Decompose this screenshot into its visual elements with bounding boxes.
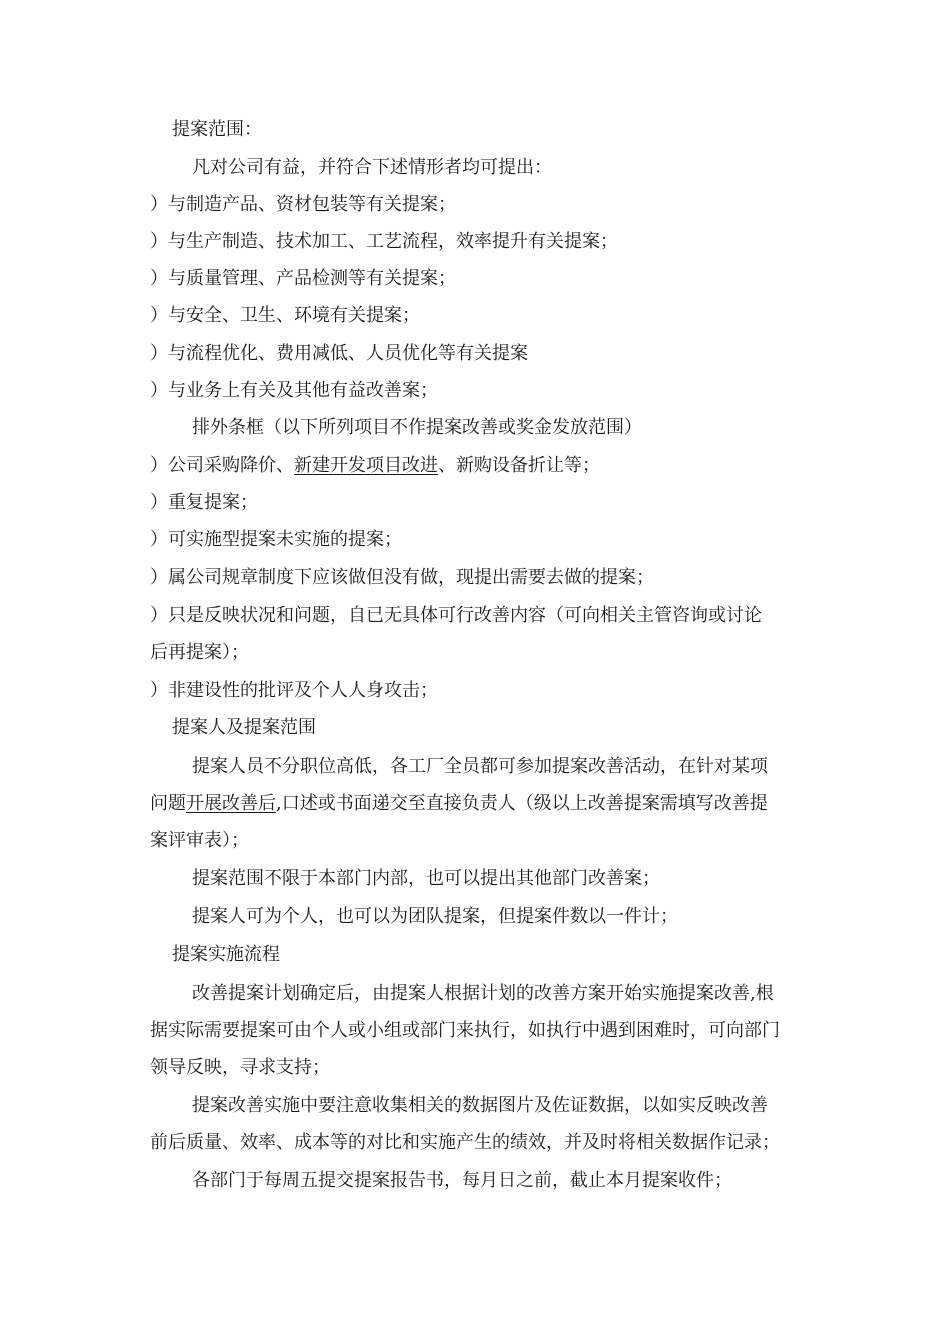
paragraph-line: 据实际需要提案可由个人或小组或部门来执行，如执行中遇到困难时，可向部门 xyxy=(150,1020,780,1041)
scope-intro: 凡对公司有益，并符合下述情形者均可提出： xyxy=(192,157,552,178)
scope-heading: 提案范围： xyxy=(172,119,262,140)
paragraph-line: 提案改善实施中要注意收集相关的数据图片及佐证数据，以如实反映改善 xyxy=(192,1095,768,1116)
paragraph-line: 案评审表）； xyxy=(150,830,249,851)
paragraph-line: 改善提案计划确定后，由提案人根据计划的改善方案开始实施提案改善,根 xyxy=(192,983,774,1004)
exclusion-item: ）属公司规章制度下应该做但没有做，现提出需要去做的提案； xyxy=(150,567,654,588)
paragraph-line: 提案人员不分职位高低，各工厂全员都可参加提案改善活动，在针对某项 xyxy=(192,756,768,777)
exclusion-item-line: 后再提案）； xyxy=(150,642,249,663)
paragraph-line xyxy=(0,785,950,822)
process-paragraph xyxy=(0,1087,950,1161)
paragraph-text: ,口述或书面递交至直接负责人（级以上改善提案需填写改善提 xyxy=(276,793,768,814)
process-heading: 提案实施流程 xyxy=(172,944,280,965)
exclusion-item xyxy=(0,451,950,481)
exclusion-item-line: ）只是反映状况和问题，自已无具体可行改善内容（可向相关主管咨询或讨论 xyxy=(150,605,762,626)
scope-item: ）与质量管理、产品检测等有关提案； xyxy=(150,268,456,289)
exclusion-item-underlined-text: 新建开发项目改进 xyxy=(294,455,438,476)
scope-item: ）与生产制造、技术加工、工艺流程，效率提升有关提案； xyxy=(150,231,618,252)
paragraph-line: 领导反映，寻求支持； xyxy=(150,1057,330,1078)
proposer-heading: 提案人及提案范围 xyxy=(172,717,316,738)
exclusion-item: ）可实施型提案未实施的提案； xyxy=(150,529,402,550)
proposer-paragraph: 提案范围不限于本部门内部，也可以提出其他部门改善案； xyxy=(192,868,660,889)
process-paragraph: 各部门于每周五提交提案报告书，每月日之前，截止本月提案收件； xyxy=(192,1170,732,1191)
paragraph-line: 前后质量、效率、成本等的对比和实施产生的绩效，并及时将相关数据作记录； xyxy=(150,1132,780,1153)
exclusion-item-text: ）公司采购降价、 xyxy=(150,455,294,476)
exclusion-heading: 排外条框（以下所列项目不作提案改善或奖金发放范围） xyxy=(192,417,642,438)
exclusion-item: ）非建设性的批评及个人人身攻击； xyxy=(150,680,438,701)
scope-item: ）与业务上有关及其他有益改善案； xyxy=(150,380,438,401)
exclusion-item: ）重复提案； xyxy=(150,492,258,513)
scope-item: ）与制造产品、资材包装等有关提案； xyxy=(150,194,456,215)
exclusion-item-text: 、新购设备折让等； xyxy=(438,455,600,476)
scope-item: ）与安全、卫生、环境有关提案； xyxy=(150,305,420,326)
scope-item: ）与流程优化、费用减低、人员优化等有关提案 xyxy=(150,343,528,364)
paragraph-underlined-text: 开展改善后 xyxy=(186,793,276,814)
proposer-paragraph: 提案人可为个人，也可以为团队提案，但提案件数以一件计； xyxy=(192,906,678,927)
exclusion-item-long xyxy=(0,597,950,671)
process-paragraph xyxy=(0,975,950,1086)
proposer-paragraph xyxy=(0,748,950,859)
paragraph-text: 问题 xyxy=(150,793,186,814)
